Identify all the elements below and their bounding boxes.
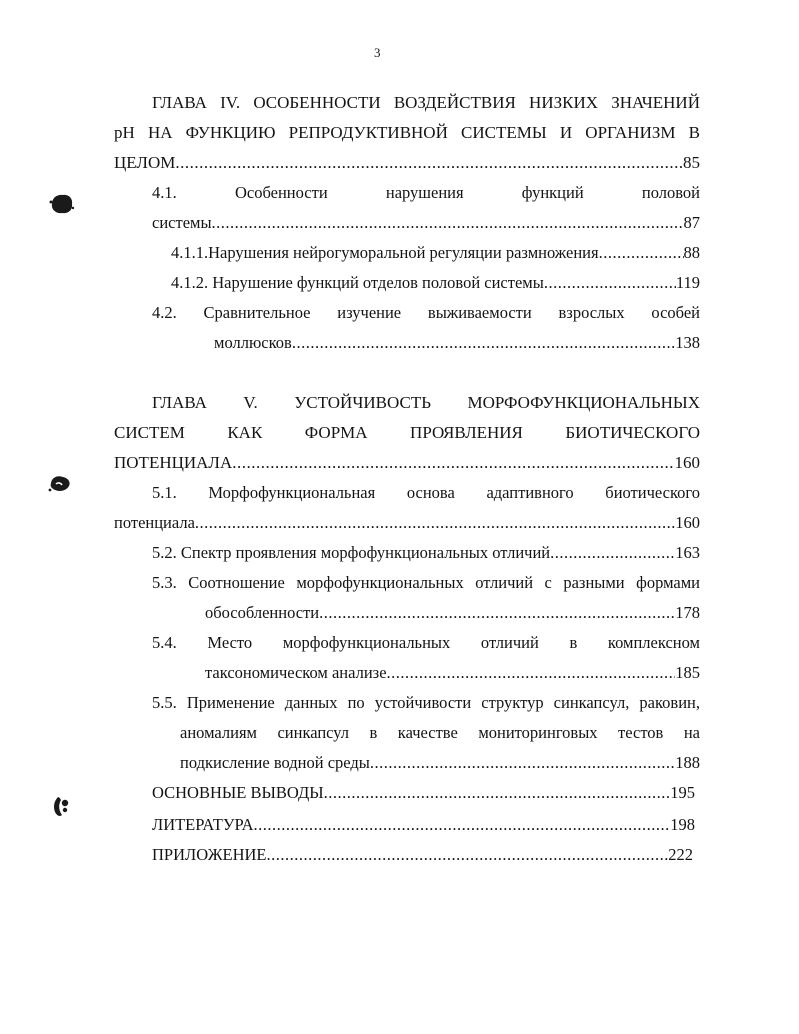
toc-entry-4-1-1-label: 4.1.1.Нарушения нейрогуморальной регуляции размножения bbox=[171, 243, 599, 262]
toc-entry-5-5-page: 188 bbox=[675, 753, 700, 772]
toc-entry-5-2-page: 163 bbox=[675, 543, 700, 562]
toc-entry-5-1-label: потенциала bbox=[114, 513, 195, 532]
chapter4-title-line3 bbox=[114, 153, 700, 173]
toc-entry-4-2-page: 138 bbox=[675, 333, 700, 352]
toc-entry-4-1-2-page: 119 bbox=[675, 273, 700, 292]
leader-dots bbox=[195, 513, 675, 533]
toc-entry-5-5-line1: 5.5. Применение данных по устойчивости структур синкапсул, раковин, bbox=[152, 693, 700, 712]
toc-entry-conclusions bbox=[152, 783, 695, 803]
chapter5-title-line1: ГЛАВА V. УСТОЙЧИВОСТЬ МОРФОФУНКЦИОНАЛЬНЫХ bbox=[152, 393, 700, 412]
ink-blot-bottom bbox=[50, 793, 74, 819]
toc-entry-5-1-page: 160 bbox=[675, 513, 700, 532]
leader-dots bbox=[292, 333, 675, 353]
chapter5-title-line3 bbox=[114, 453, 700, 473]
chapter4-title-label: ЦЕЛОМ bbox=[114, 153, 176, 172]
leader-dots bbox=[212, 213, 684, 233]
toc-entry-5-5-line2: аномалиям синкапсул в качестве мониторинговых тестов на bbox=[180, 723, 700, 742]
leader-dots bbox=[599, 243, 684, 263]
toc-entry-5-3-line1: 5.3. Соотношение морфофункциональных отличий с разными формами bbox=[152, 573, 700, 592]
chapter5-page: 160 bbox=[674, 453, 700, 472]
toc-entry-4-2-label: моллюсков bbox=[214, 333, 292, 352]
chapter4-page: 85 bbox=[683, 153, 700, 172]
leader-dots bbox=[319, 603, 675, 623]
ink-blot-middle bbox=[46, 472, 74, 496]
leader-dots bbox=[232, 453, 674, 473]
toc-entry-5-3-label: обособленности bbox=[205, 603, 320, 622]
page-number: 3 bbox=[374, 45, 381, 60]
toc-entry-5-3-page: 178 bbox=[675, 603, 700, 622]
toc-entry-4-2-line1: 4.2. Сравнительное изучение выживаемости взрослых особей bbox=[152, 303, 700, 322]
toc-entry-literature bbox=[152, 815, 695, 835]
leader-dots bbox=[550, 543, 675, 563]
toc-entry-4-1-line1: 4.1. Особенности нарушения функций половой bbox=[152, 183, 700, 202]
appendix-page: 222 bbox=[668, 845, 693, 864]
toc-entry-4-1-1 bbox=[171, 243, 700, 263]
chapter4-title-line2: рН НА ФУНКЦИЮ РЕПРОДУКТИВНОЙ СИСТЕМЫ И ОРГАНИЗМ В bbox=[114, 123, 700, 142]
conclusions-page: 195 bbox=[670, 783, 695, 802]
leader-dots bbox=[387, 663, 676, 683]
conclusions-label: ОСНОВНЫЕ ВЫВОДЫ bbox=[152, 783, 324, 802]
ink-blot-top bbox=[48, 192, 76, 216]
toc-entry-4-1-label: системы bbox=[152, 213, 212, 232]
literature-label: ЛИТЕРАТУРА bbox=[152, 815, 254, 834]
toc-entry-5-4-page: 185 bbox=[675, 663, 700, 682]
chapter5-title-line2: СИСТЕМ КАК ФОРМА ПРОЯВЛЕНИЯ БИОТИЧЕСКОГО bbox=[114, 423, 700, 442]
leader-dots bbox=[324, 783, 671, 803]
leader-dots bbox=[254, 815, 671, 835]
toc-entry-5-2-label: 5.2. Спектр проявления морфофункциональных отличий bbox=[152, 543, 551, 562]
toc-entry-appendix bbox=[152, 845, 693, 865]
toc-entry-5-5-label: подкисление водной среды bbox=[180, 753, 370, 772]
toc-entry-5-2 bbox=[152, 543, 700, 563]
literature-page: 198 bbox=[670, 815, 695, 834]
toc-entry-5-1-line2 bbox=[114, 513, 700, 533]
toc-entry-4-1-line2 bbox=[152, 213, 700, 233]
toc-entry-5-4-line1: 5.4. Место морфофункциональных отличий в комплексном bbox=[152, 633, 700, 652]
leader-dots bbox=[370, 753, 675, 773]
leader-dots bbox=[544, 273, 676, 293]
toc-entry-4-1-page: 87 bbox=[683, 213, 700, 232]
leader-dots bbox=[266, 845, 668, 865]
chapter5-title-label: ПОТЕНЦИАЛА bbox=[114, 453, 233, 472]
leader-dots bbox=[175, 153, 683, 173]
toc-entry-5-5-line3 bbox=[180, 753, 700, 773]
toc-entry-5-4-label: таксономическом анализе bbox=[205, 663, 387, 682]
appendix-label: ПРИЛОЖЕНИЕ bbox=[152, 845, 267, 864]
toc-entry-4-1-2 bbox=[171, 273, 700, 293]
toc-entry-5-1-line1: 5.1. Морфофункциональная основа адаптивного биотического bbox=[152, 483, 700, 502]
toc-entry-4-1-2-label: 4.1.2. Нарушение функций отделов половой системы bbox=[171, 273, 544, 292]
toc-entry-5-4-line2 bbox=[205, 663, 700, 683]
toc-entry-5-3-line2 bbox=[205, 603, 700, 623]
toc-entry-4-2-line2 bbox=[214, 333, 700, 353]
toc-entry-4-1-1-page: 88 bbox=[683, 243, 700, 262]
chapter4-title-line1: ГЛАВА IV. ОСОБЕННОСТИ ВОЗДЕЙСТВИЯ НИЗКИХ ЗНАЧЕНИЙ bbox=[152, 93, 700, 112]
